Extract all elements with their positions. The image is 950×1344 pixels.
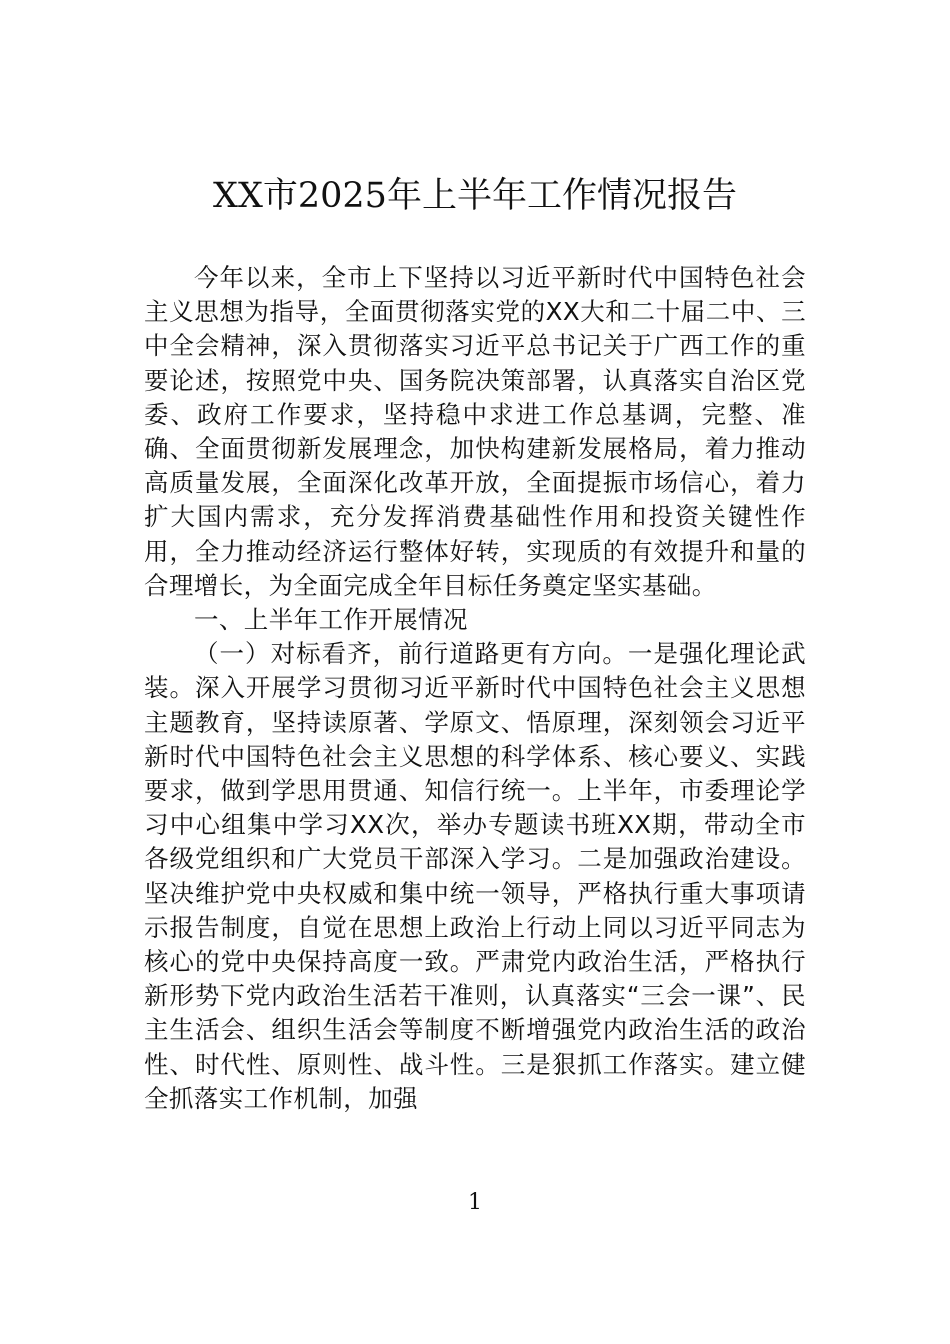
section-paragraph: （一）对标看齐，前行道路更有方向。一是强化理论武装。深入开展学习贯彻习近平新时代中国特色社会主义思想主题教育，坚持读原著、学原文、悟原理，深刻领会习近平新时代中国特色社会主义思想的科学体系、核心要义、实践要求，做到学思用贯通、知信行统一。上半年，市委理论学习中心组集中学习XX次，举办专题读书班XX期，带动全市各级党组织和广大党员干部深入学习。二是加强政治建设。坚决维护党中央权威和集中统一领导，严格执行重大事项请示报告制度，自觉在思想上政治上行动上同以习近平同志为核心的党中央保持高度一致。严肃党内政治生活，严格执行新形势下党内政治生活若干准则，认真落实“三会一课”、民主生活会、组织生活会等制度不断增强党内政治生活的政治性、时代性、原则性、战斗性。三是狠抓工作落实。建立健全抓落实工作机制，加强 — [144, 639, 806, 1113]
page-number: 1 — [468, 1190, 482, 1215]
document-title: XX市2025年上半年工作情况报告 — [213, 176, 737, 216]
intro-paragraph: 今年以来，全市上下坚持以习近平新时代中国特色社会主义思想为指导，全面贯彻落实党的XX大和二十届二中、三中全会精神，深入贯彻落实习近平总书记关于广西工作的重要论述，按照党中央、国务院决策部署，认真落实自治区党委、政府工作要求，坚持稳中求进工作总基调，完整、准确、全面贯彻新发展理念，加快构建新发展格局，着力推动高质量发展，全面深化改革开放，全面提振市场信心，着力扩大国内需求，充分发挥消费基础性作用和投资关键性作用，全力推动经济运行整体好转，实现质的有效提升和量的合理增长，为全面完成全年目标任务奠定坚实基础。 — [144, 263, 806, 600]
section-heading: 一、上半年工作开展情况 — [194, 605, 468, 635]
document-body — [144, 261, 806, 1116]
